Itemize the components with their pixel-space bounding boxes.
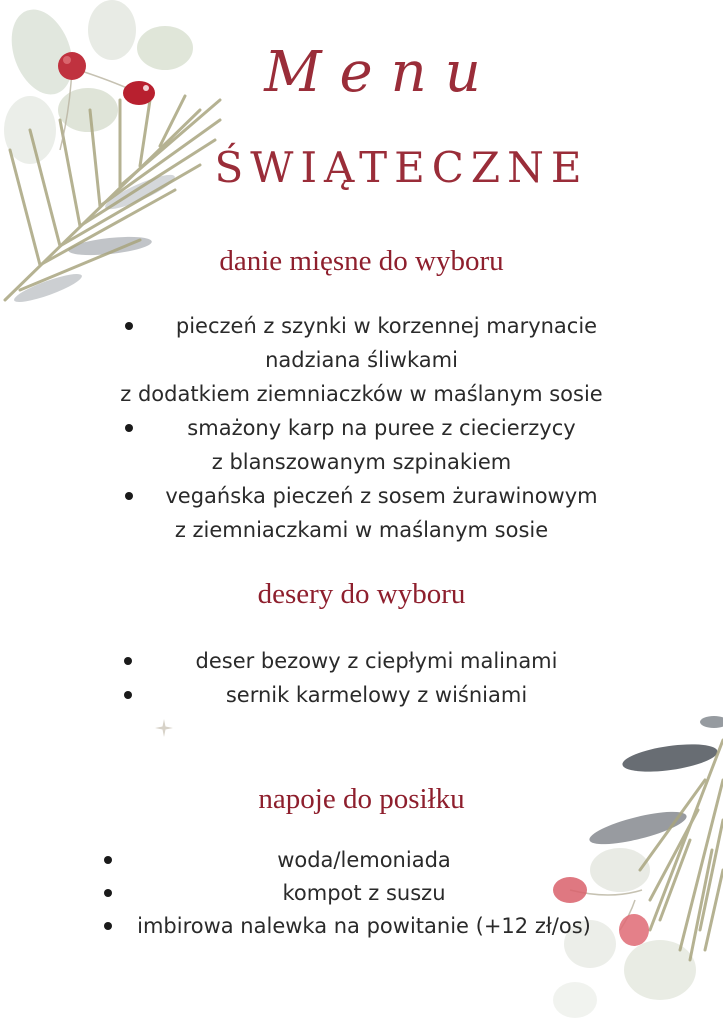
menu-item-line: z dodatkiem ziemniaczków w maślanym sosie [120, 382, 603, 406]
menu-item-line: vegańska pieczeń z sosem żurawinowym [165, 484, 598, 508]
menu-item-line: z blanszowanym szpinakiem [211, 450, 512, 474]
section-heading-main-dish: danie mięsne do wyboru [219, 245, 504, 277]
menu-item-line: smażony karp na puree z ciecierzycy [187, 416, 576, 440]
menu-item-line: sernik karmelowy z wiśniami [225, 683, 528, 707]
menu-item-line: z ziemniaczkami w maślanym sosie [174, 518, 549, 542]
menu-item-line: pieczeń z szynki w korzennej marynacie [175, 314, 598, 338]
menu-item-line: woda/lemoniada [277, 848, 451, 872]
menu-subtitle: ŚWIĄTECZNE [214, 143, 589, 192]
section-heading-drinks: napoje do posiłku [258, 783, 465, 815]
section-heading-desserts: desery do wyboru [257, 578, 466, 610]
menu-title: Menu [264, 40, 499, 105]
sparkle-icon [154, 718, 174, 738]
menu-item-line: kompot z suszu [282, 881, 446, 905]
menu-item-line: imbirowa nalewka na powitanie (+12 zł/os) [137, 914, 591, 938]
menu-item-line: nadziana śliwkami [265, 348, 458, 372]
menu-item-line: deser bezowy z ciepłymi malinami [195, 649, 558, 673]
